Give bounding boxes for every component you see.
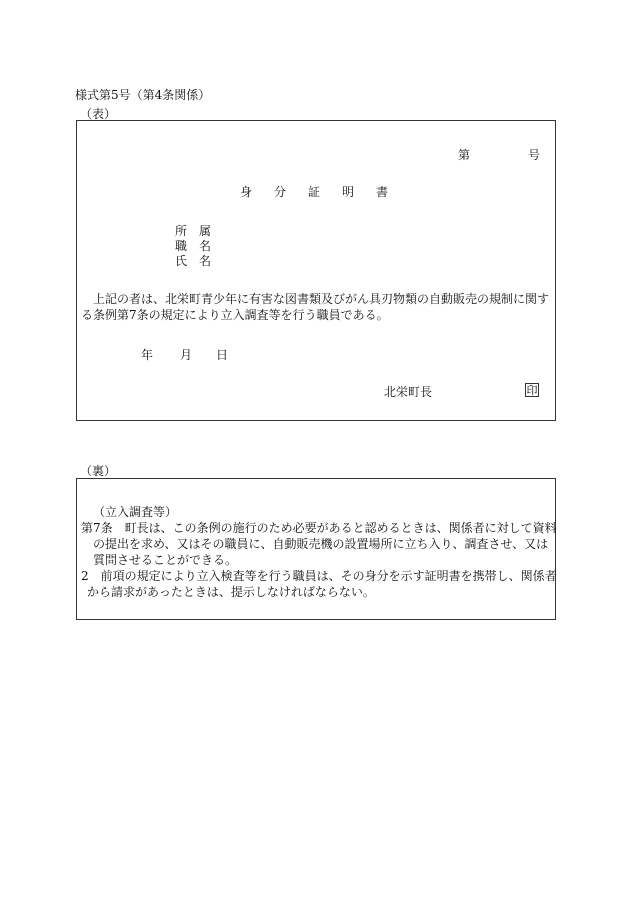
article-line-3: 質問させることができる。 [93, 553, 238, 567]
form-number: 様式第5号（第4条関係） [75, 88, 211, 102]
front-label: （表） [80, 107, 117, 121]
field-name: 氏 名 [175, 254, 212, 268]
para2-line-2: から請求があったときは、提示しなければならない。 [87, 585, 375, 599]
statement: 上記の者は、北栄町青少年に有害な図書類及びがん具刃物類の自動販売の規制に関する条例第7条の規定により立入調査等を行う職員である。 [81, 292, 550, 322]
article-line-2: の提出を求め、又はその職員に、自動販売機の設置場所に立ち入り、調査させ、又は [93, 537, 549, 551]
para2-line-1: 2 前項の規定により立入検査等を行う職員は、その身分を示す証明書を携帯し、関係者 [81, 569, 557, 583]
issuer: 北栄町長 [384, 385, 433, 399]
number-suffix: 号 [528, 148, 541, 162]
date-day: 日 [216, 348, 229, 362]
card-title: 身分証明書 [240, 185, 411, 199]
field-affiliation: 所 属 [175, 224, 212, 238]
article-line-1: 第7条 町長は、この条例の施行のため必要があると認めるときは、関係者に対して資料 [81, 521, 557, 535]
date-year: 年 [141, 348, 154, 362]
date-month: 月 [180, 348, 193, 362]
front-card [76, 120, 556, 421]
back-label: （裏） [80, 464, 117, 478]
section-title: （立入調査等） [93, 505, 178, 519]
field-position: 職 名 [175, 239, 212, 253]
back-card [76, 478, 556, 620]
seal-stamp-icon: 印 [526, 384, 538, 397]
number-prefix: 第 [458, 148, 471, 162]
